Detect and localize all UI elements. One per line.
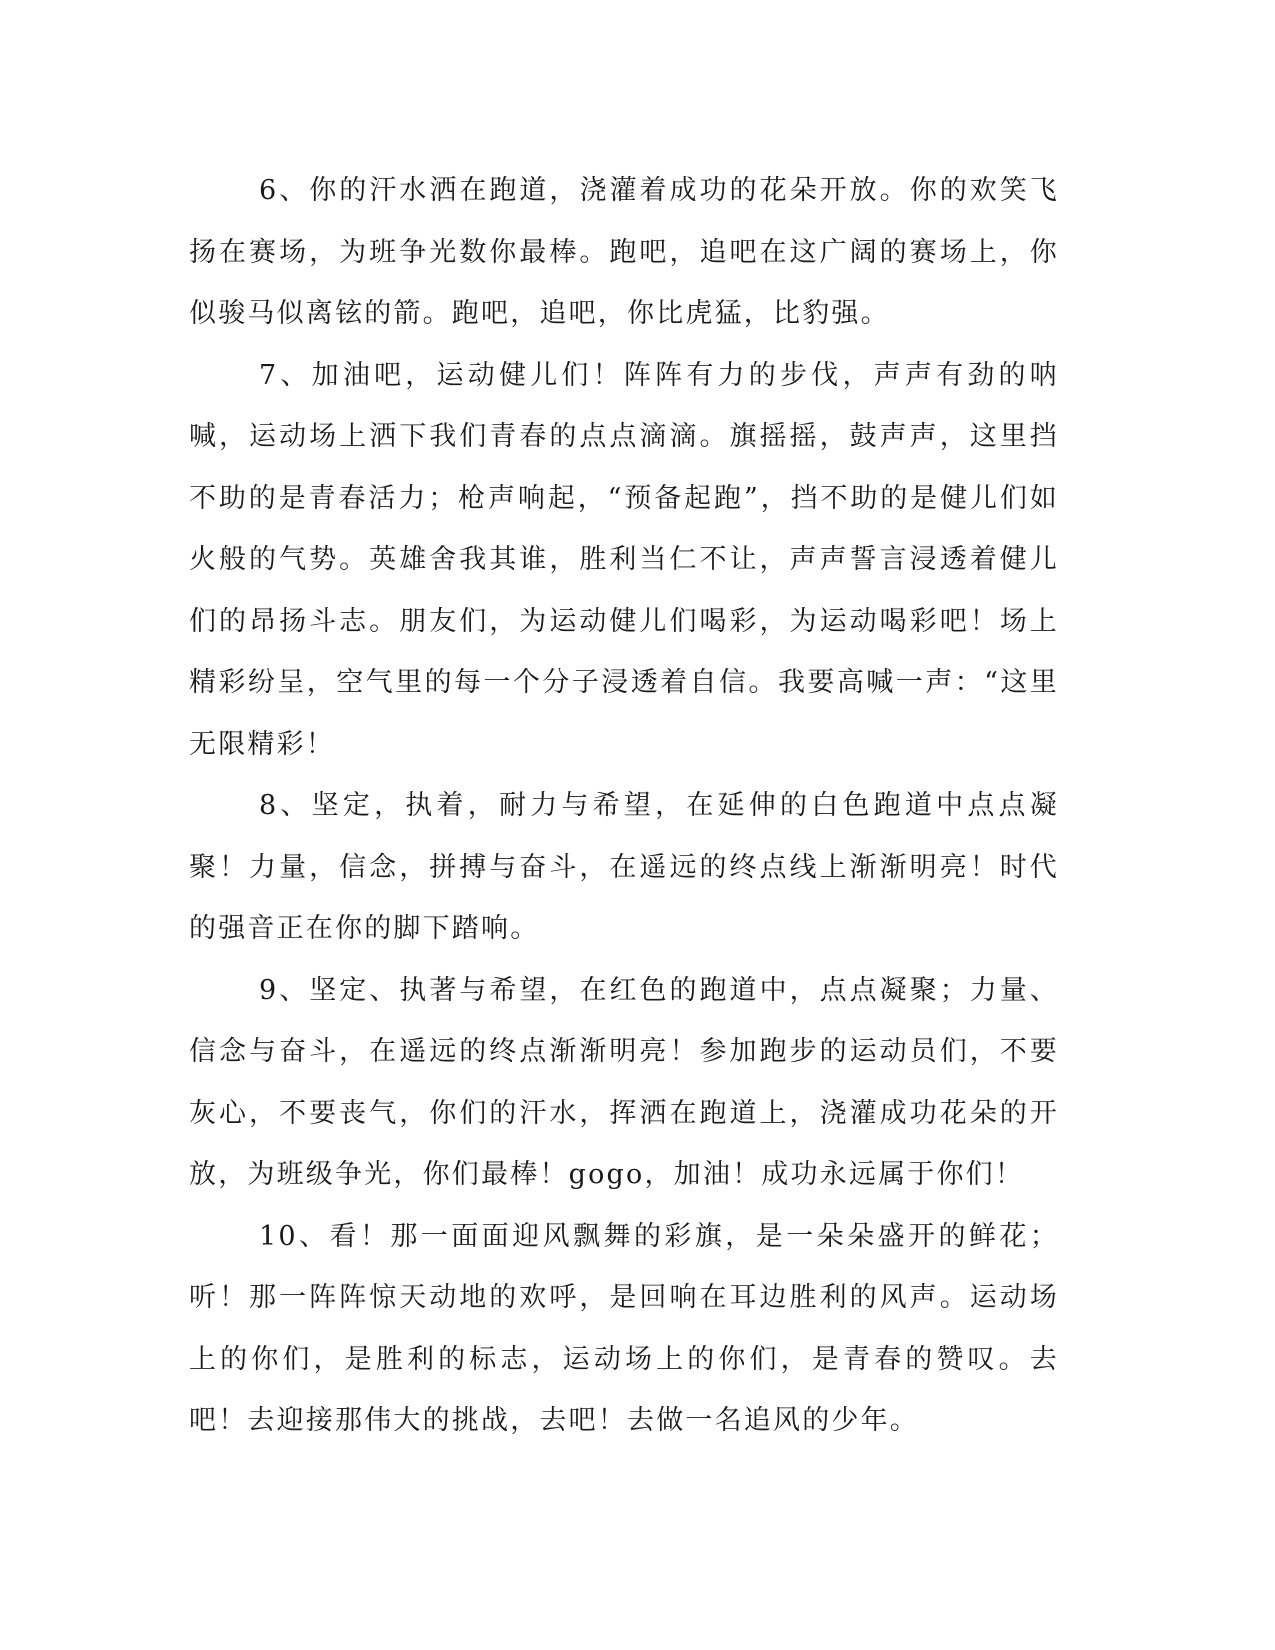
paragraph-7: 7、加油吧，运动健儿们！阵阵有力的步伐，声声有劲的呐喊，运动场上洒下我们青春的点点滴滴。旗摇摇，鼓声声，这里挡不助的是青春活力；枪声响起，“预备起跑”，挡不助的是健儿们如火般的气势。英雄舍我其谁，胜利当仁不让，声声誓言浸透着健儿们的昂扬斗志。朋友们，为运动健儿们喝彩，为运动喝彩吧！场上精彩纷呈，空气里的每一个分子浸透着自信。我要高喊一声：“这里无限精彩！ [189,359,1059,760]
paragraph-10: 10、看！那一面面迎风飘舞的彩旗，是一朵朵盛开的鲜花；听！那一阵阵惊天动地的欢呼，是回响在耳边胜利的风声。运动场上的你们，是胜利的标志，运动场上的你们，是青春的赞叹。去吧！去迎接那伟大的挑战，去吧！去做一名追风的少年。 [189,1220,1059,1436]
paragraph-8: 8、坚定，执着，耐力与希望，在延伸的白色跑道中点点凝聚！力量，信念，拼搏与奋斗，在遥远的终点线上渐渐明亮！时代的强音正在你的脚下踏响。 [189,790,1059,944]
paragraph-6: 6、你的汗水洒在跑道，浇灌着成功的花朵开放。你的欢笑飞扬在赛场，为班争光数你最棒。跑吧，追吧在这广阔的赛场上，你似骏马似离铉的箭。跑吧，追吧，你比虎猛，比豹强。 [189,175,1059,329]
paragraph-9: 9、坚定、执著与希望，在红色的跑道中，点点凝聚；力量、信念与奋斗，在遥远的终点渐渐明亮！参加跑步的运动员们，不要灰心，不要丧气，你们的汗水，挥洒在跑道上，浇灌成功花朵的开放，为班级争光，你们最棒！gogo，加油！成功永远属于你们！ [189,974,1059,1190]
document-body [189,160,1059,1452]
